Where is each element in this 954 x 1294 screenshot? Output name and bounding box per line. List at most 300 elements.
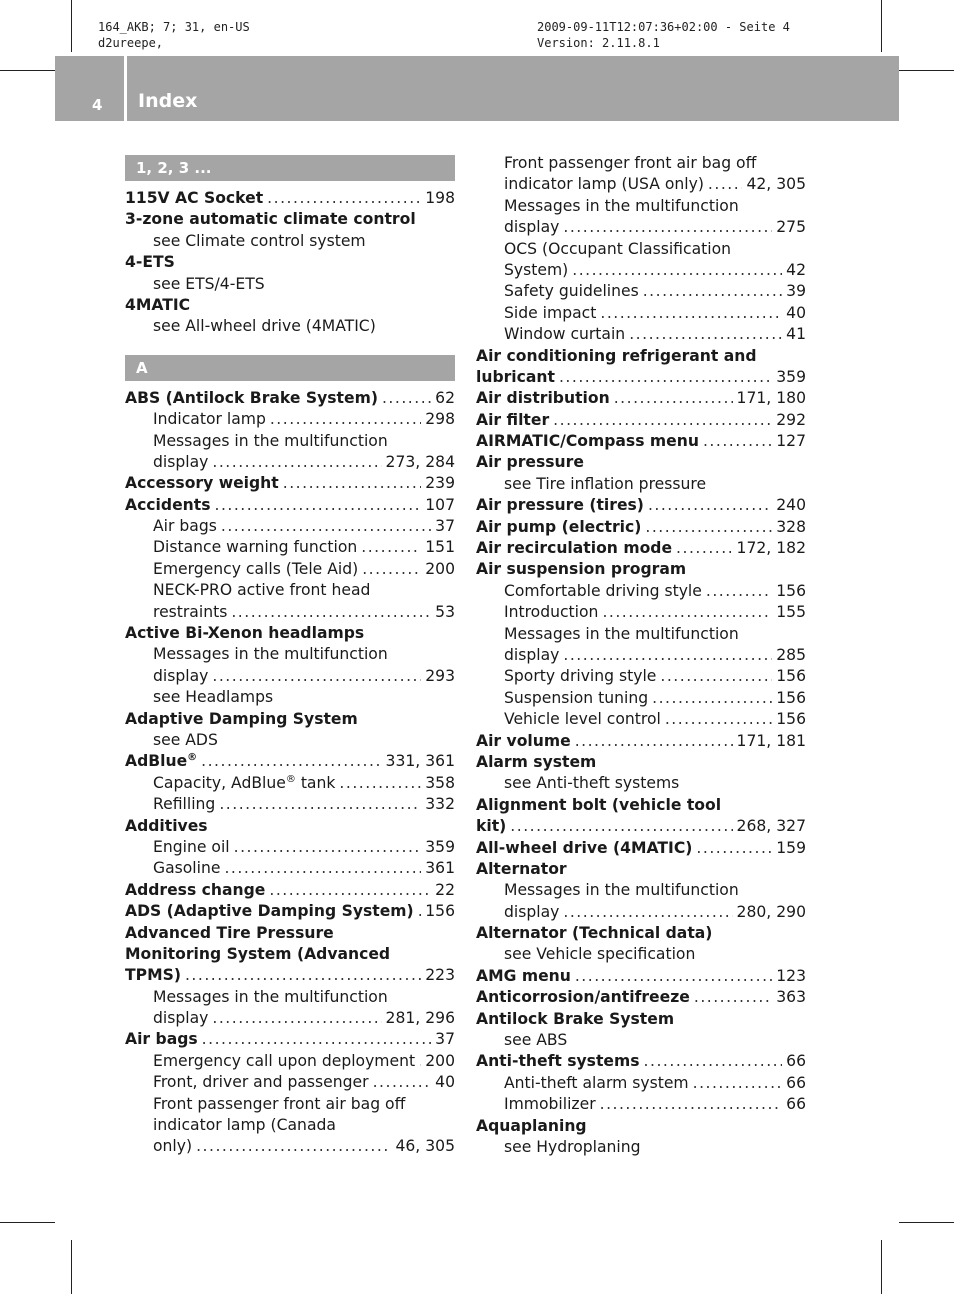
page-reference: 156 bbox=[776, 667, 806, 686]
dot-leader bbox=[234, 837, 422, 858]
entry-term bbox=[504, 1030, 567, 1051]
dot-leader bbox=[572, 260, 782, 281]
entry-text-suffix: tank bbox=[295, 773, 336, 792]
dot-leader bbox=[212, 1008, 381, 1029]
index-entry bbox=[476, 1051, 806, 1072]
entry-text: Side impact bbox=[504, 303, 597, 322]
entry-term bbox=[153, 858, 220, 879]
page-reference: 363 bbox=[776, 988, 806, 1007]
entry-term bbox=[153, 516, 217, 537]
entry-text: Air filter bbox=[476, 410, 550, 429]
entry-term bbox=[504, 474, 706, 495]
dot-leader bbox=[214, 495, 421, 516]
entry-text: Emergency calls (Tele Aid) bbox=[153, 559, 359, 578]
entry-text: Additives bbox=[125, 816, 208, 835]
dot-leader bbox=[419, 1051, 421, 1072]
page-reference: 42 bbox=[786, 260, 806, 279]
index-entry bbox=[476, 495, 806, 516]
entry-text: Anticorrosion/antifreeze bbox=[476, 988, 690, 1007]
index-entry bbox=[476, 388, 806, 409]
entry-term bbox=[125, 944, 390, 965]
index-subentry bbox=[125, 644, 455, 665]
entry-term bbox=[125, 751, 197, 772]
index-entry bbox=[125, 473, 455, 494]
page-reference: 40 bbox=[435, 1073, 455, 1092]
index-entry bbox=[125, 709, 455, 730]
dot-leader bbox=[212, 452, 381, 473]
index-subentry bbox=[476, 624, 806, 645]
index-subentry bbox=[125, 559, 455, 580]
entry-text: Air suspension program bbox=[476, 560, 687, 579]
index-entry bbox=[476, 752, 806, 773]
entry-text: display bbox=[153, 452, 209, 471]
page-reference: 198 bbox=[425, 189, 455, 207]
entry-text: Antilock Brake System bbox=[476, 1009, 675, 1028]
entry-term bbox=[153, 537, 357, 558]
entry-term bbox=[125, 709, 358, 730]
entry-term bbox=[125, 495, 210, 516]
dot-leader bbox=[694, 987, 772, 1008]
entry-text: Immobilizer bbox=[504, 1095, 596, 1114]
page-reference: 156 bbox=[776, 710, 806, 729]
entry-text: Monitoring System (Advanced bbox=[125, 944, 391, 963]
entry-text: Comfortable driving style bbox=[504, 581, 702, 600]
dot-leader bbox=[708, 174, 743, 195]
entry-text: Anti-theft systems bbox=[476, 1052, 640, 1071]
entry-text: Accidents bbox=[125, 495, 211, 514]
entry-text: see ABS bbox=[504, 1031, 568, 1050]
dot-leader bbox=[660, 666, 772, 687]
page-reference: 53 bbox=[435, 602, 455, 621]
index-subentry bbox=[125, 987, 455, 1008]
entry-term bbox=[476, 731, 571, 752]
dot-leader bbox=[559, 367, 772, 388]
crop-mark bbox=[881, 0, 882, 52]
dot-leader bbox=[600, 1094, 783, 1115]
dot-leader bbox=[185, 965, 421, 986]
entry-text: Adaptive Damping System bbox=[125, 709, 358, 728]
dot-leader bbox=[652, 688, 772, 709]
dot-leader bbox=[283, 473, 421, 494]
dot-leader bbox=[202, 1029, 431, 1050]
page-reference: 239 bbox=[425, 474, 455, 493]
entry-text: All-wheel drive (4MATIC) bbox=[476, 838, 693, 857]
index-entry bbox=[476, 538, 806, 559]
registered-mark: ® bbox=[187, 752, 198, 764]
index-entry bbox=[476, 1116, 806, 1137]
index-entry bbox=[125, 295, 455, 316]
page-reference: 331, 361 bbox=[385, 752, 455, 771]
page-reference: 123 bbox=[776, 966, 806, 985]
dot-leader bbox=[602, 602, 772, 623]
page-reference: 281, 296 bbox=[385, 1009, 455, 1028]
index-subentry bbox=[476, 944, 806, 965]
entry-term bbox=[476, 452, 584, 473]
entry-text: Air recirculation mode bbox=[476, 539, 673, 558]
dot-leader bbox=[196, 1136, 391, 1157]
page-reference: 66 bbox=[786, 1095, 806, 1114]
entry-text: Air pressure bbox=[476, 453, 584, 472]
entry-text: see Tire inflation pressure bbox=[504, 474, 707, 493]
index-entry bbox=[476, 731, 806, 752]
entry-text: only) bbox=[153, 1137, 193, 1156]
entry-term bbox=[153, 1072, 369, 1093]
dot-leader bbox=[648, 495, 772, 516]
page-reference: 332 bbox=[425, 795, 455, 814]
index-entry bbox=[476, 859, 806, 880]
index-subentry bbox=[125, 231, 455, 252]
entry-term bbox=[125, 816, 208, 837]
entry-term bbox=[504, 944, 695, 965]
index-entry bbox=[476, 838, 806, 859]
index-entry bbox=[476, 1009, 806, 1030]
entry-text: AIRMATIC/Compass menu bbox=[476, 432, 699, 451]
index-subentry bbox=[476, 196, 806, 217]
index-entry bbox=[125, 1029, 455, 1050]
index-subentry bbox=[476, 281, 806, 302]
entry-text: OCS (Occupant Classification bbox=[504, 239, 731, 258]
dot-leader bbox=[510, 816, 732, 837]
dot-leader bbox=[614, 388, 733, 409]
dot-leader bbox=[665, 709, 772, 730]
dot-leader bbox=[212, 666, 421, 687]
index-subentry bbox=[125, 602, 455, 623]
entry-term bbox=[504, 153, 756, 174]
entry-text: indicator lamp (Canada bbox=[153, 1116, 336, 1135]
index-entry bbox=[476, 452, 806, 473]
page-reference: 361 bbox=[425, 859, 455, 878]
crop-mark bbox=[899, 1222, 954, 1223]
entry-term bbox=[125, 623, 364, 644]
dot-leader bbox=[231, 602, 431, 623]
entry-text: Messages in the multifunction bbox=[504, 624, 739, 643]
page-reference: 268, 327 bbox=[736, 817, 806, 836]
index-subentry bbox=[476, 217, 806, 238]
dot-leader bbox=[553, 410, 772, 431]
page-reference: 298 bbox=[425, 410, 455, 429]
entry-text: Vehicle level control bbox=[504, 710, 661, 729]
page-reference: 156 bbox=[776, 688, 806, 707]
entry-text: Distance warning function bbox=[153, 538, 358, 557]
index-column-left bbox=[125, 155, 455, 1158]
index-subentry bbox=[476, 1030, 806, 1051]
dot-leader bbox=[563, 217, 772, 238]
index-subentry bbox=[125, 687, 455, 708]
entry-text: Window curtain bbox=[504, 325, 626, 344]
entry-term bbox=[476, 538, 672, 559]
entry-term bbox=[476, 431, 699, 452]
index-subentry bbox=[476, 709, 806, 730]
entry-term bbox=[504, 645, 559, 666]
entry-text: see ETS/4-ETS bbox=[153, 274, 265, 293]
index-entry bbox=[125, 816, 455, 837]
page-reference: 37 bbox=[435, 517, 455, 536]
page-reference: 293 bbox=[425, 666, 455, 685]
entry-term bbox=[153, 452, 208, 473]
entry-term bbox=[476, 517, 641, 538]
page-reference: 358 bbox=[425, 773, 455, 792]
index-entry bbox=[125, 388, 455, 409]
entry-term bbox=[125, 880, 265, 901]
dot-leader bbox=[563, 902, 732, 923]
index-subentry bbox=[476, 1137, 806, 1158]
index-subentry bbox=[125, 858, 455, 879]
index-entry bbox=[476, 346, 806, 367]
entry-text: NECK-PRO active front head bbox=[153, 581, 371, 600]
entry-text: Refilling bbox=[153, 795, 216, 814]
entry-text: 4MATIC bbox=[125, 295, 191, 314]
dot-leader bbox=[703, 431, 772, 452]
page-reference: 171, 180 bbox=[736, 389, 806, 408]
entry-text: lubricant bbox=[476, 367, 555, 386]
entry-term bbox=[476, 987, 690, 1008]
index-entry bbox=[125, 923, 455, 944]
entry-text: Air bags bbox=[153, 517, 217, 536]
entry-text: Front, driver and passenger bbox=[153, 1073, 369, 1092]
index-subentry bbox=[125, 452, 455, 473]
page-reference: 172, 182 bbox=[736, 539, 806, 558]
index-subentry bbox=[476, 1094, 806, 1115]
entry-text: Messages in the multifunction bbox=[153, 645, 388, 664]
dot-leader bbox=[361, 537, 421, 558]
entry-text: Air pump (electric) bbox=[476, 517, 642, 536]
index-entry bbox=[125, 965, 455, 986]
index-entry bbox=[476, 923, 806, 944]
entry-term bbox=[504, 773, 679, 794]
entry-text: see ADS bbox=[153, 730, 218, 749]
entry-term bbox=[476, 410, 549, 431]
index-subentry bbox=[476, 773, 806, 794]
crop-mark bbox=[881, 1240, 882, 1294]
dot-leader bbox=[201, 751, 381, 772]
entry-text: Air volume bbox=[476, 731, 571, 750]
print-meta-left bbox=[98, 19, 250, 51]
dot-leader bbox=[373, 1072, 432, 1093]
print-meta-right bbox=[537, 19, 790, 51]
entry-text: ADS (Adaptive Damping System) bbox=[125, 902, 414, 921]
entry-term bbox=[504, 324, 625, 345]
meta-line: 2009-09-11T12:07:36+02:00 - Seite 4 bbox=[537, 20, 790, 34]
entry-text: kit) bbox=[476, 817, 507, 836]
index-entry bbox=[125, 188, 455, 209]
index-subentry bbox=[476, 303, 806, 324]
entry-term bbox=[153, 687, 273, 708]
dot-leader bbox=[224, 858, 421, 879]
page-reference: 200 bbox=[425, 1051, 455, 1070]
entry-text: 115V AC Socket bbox=[125, 189, 264, 207]
index-entry bbox=[476, 367, 806, 388]
index-subentry bbox=[125, 1072, 455, 1093]
dot-leader bbox=[221, 516, 431, 537]
entry-text: see Hydroplaning bbox=[504, 1137, 641, 1156]
page-reference: 292 bbox=[776, 410, 806, 429]
dot-leader bbox=[267, 188, 421, 209]
index-subentry bbox=[125, 409, 455, 430]
entry-text: Indicator lamp bbox=[153, 410, 266, 429]
entry-text: AdBlue bbox=[125, 752, 188, 771]
entry-term bbox=[125, 473, 279, 494]
entry-term bbox=[153, 730, 218, 751]
dot-leader bbox=[563, 645, 772, 666]
registered-mark: ® bbox=[285, 773, 296, 785]
entry-term bbox=[153, 666, 208, 687]
dot-leader bbox=[645, 517, 772, 538]
entry-term bbox=[504, 688, 648, 709]
entry-text: Address change bbox=[125, 880, 266, 899]
crop-mark bbox=[0, 1222, 55, 1223]
meta-line: Version: 2.11.8.1 bbox=[537, 36, 660, 50]
page-reference: 37 bbox=[435, 1030, 455, 1049]
index-subentry bbox=[476, 902, 806, 923]
entry-text: Gasoline bbox=[153, 859, 221, 878]
dot-leader bbox=[219, 794, 421, 815]
entry-term bbox=[476, 1116, 587, 1137]
entry-text: Emergency call upon deployment bbox=[153, 1051, 416, 1070]
entry-term bbox=[504, 260, 568, 281]
index-entry bbox=[476, 795, 806, 816]
page-reference: 42, 305 bbox=[746, 175, 806, 194]
entry-text: Suspension tuning bbox=[504, 688, 649, 707]
index-subentry bbox=[125, 274, 455, 295]
index-subentry bbox=[125, 580, 455, 601]
page-reference: 156 bbox=[425, 902, 455, 921]
section-heading: 1, 2, 3 ... bbox=[125, 155, 455, 181]
index-subentry bbox=[476, 880, 806, 901]
index-subentry bbox=[125, 730, 455, 751]
page-reference: 40 bbox=[786, 303, 806, 322]
entry-text: Messages in the multifunction bbox=[153, 431, 388, 450]
entry-term bbox=[504, 1073, 689, 1094]
entry-term bbox=[504, 709, 661, 730]
index-subentry bbox=[125, 316, 455, 337]
dot-leader bbox=[269, 880, 431, 901]
index-subentry bbox=[476, 645, 806, 666]
index-subentry bbox=[125, 537, 455, 558]
entry-text: Accessory weight bbox=[125, 474, 279, 493]
page-reference: 328 bbox=[776, 517, 806, 536]
entry-text: see Vehicle specification bbox=[504, 945, 696, 964]
entry-text: Engine oil bbox=[153, 837, 230, 856]
entry-text: Alarm system bbox=[476, 752, 597, 771]
entry-text: Front passenger front air bag off bbox=[153, 1094, 406, 1113]
index-subentry bbox=[125, 1094, 455, 1115]
page-reference: 280, 290 bbox=[736, 902, 806, 921]
page-reference: 359 bbox=[776, 367, 806, 386]
page-reference: 62 bbox=[435, 388, 455, 407]
entry-text: display bbox=[153, 666, 209, 685]
dot-leader bbox=[339, 773, 421, 794]
index-entry bbox=[125, 751, 455, 772]
entry-term bbox=[504, 196, 739, 217]
page-reference: 223 bbox=[425, 966, 455, 985]
entry-text: 3-zone automatic climate control bbox=[125, 210, 416, 229]
page-reference: 359 bbox=[425, 837, 455, 856]
entry-term bbox=[125, 388, 378, 409]
entry-term bbox=[504, 174, 704, 195]
entry-term bbox=[504, 239, 731, 260]
entry-term bbox=[153, 316, 376, 337]
entry-term bbox=[153, 644, 388, 665]
crop-mark bbox=[0, 70, 55, 71]
page-reference: 156 bbox=[776, 581, 806, 600]
index-subentry bbox=[125, 1115, 455, 1136]
page-reference: 46, 305 bbox=[395, 1137, 455, 1156]
meta-line: d2ureepe, bbox=[98, 36, 164, 50]
entry-term bbox=[504, 303, 596, 324]
entry-text: Alternator bbox=[476, 859, 567, 878]
entry-text: Front passenger front air bag off bbox=[504, 154, 757, 172]
page-title: Index bbox=[138, 90, 198, 112]
entry-text: Anti-theft alarm system bbox=[504, 1073, 689, 1092]
index-entry bbox=[476, 517, 806, 538]
entry-text: System) bbox=[504, 260, 569, 279]
entry-text: display bbox=[504, 218, 560, 237]
index-subentry bbox=[476, 666, 806, 687]
index-subentry bbox=[125, 773, 455, 794]
entry-text: see Headlamps bbox=[153, 688, 274, 707]
entry-term bbox=[476, 367, 555, 388]
entry-term bbox=[125, 252, 175, 273]
entry-term bbox=[476, 966, 571, 987]
index-entry bbox=[476, 410, 806, 431]
entry-term bbox=[476, 859, 567, 880]
header-divider bbox=[124, 56, 127, 121]
page-reference: 275 bbox=[776, 218, 806, 237]
entry-text: Messages in the multifunction bbox=[504, 881, 739, 900]
index-subentry bbox=[125, 431, 455, 452]
index-entry bbox=[125, 880, 455, 901]
entry-text: Aquaplaning bbox=[476, 1116, 587, 1135]
entry-text: Introduction bbox=[504, 603, 599, 622]
page-reference: 107 bbox=[425, 495, 455, 514]
entry-text: Air pressure (tires) bbox=[476, 496, 644, 515]
entry-term bbox=[153, 1094, 405, 1115]
index-subentry bbox=[476, 153, 806, 174]
index-entry bbox=[125, 252, 455, 273]
entry-term bbox=[153, 431, 388, 452]
page-reference: 66 bbox=[786, 1073, 806, 1092]
entry-term bbox=[476, 923, 712, 944]
entry-term bbox=[153, 602, 227, 623]
entry-text: Messages in the multifunction bbox=[504, 196, 739, 215]
page-reference: 22 bbox=[435, 880, 455, 899]
index-entry bbox=[125, 495, 455, 516]
entry-text: Alternator (Technical data) bbox=[476, 924, 713, 943]
entry-text: Sporty driving style bbox=[504, 667, 657, 686]
dot-leader bbox=[676, 538, 733, 559]
dot-leader bbox=[418, 901, 422, 922]
dot-leader bbox=[575, 966, 772, 987]
entry-text: Active Bi-Xenon headlamps bbox=[125, 624, 365, 643]
index-subentry bbox=[125, 1051, 455, 1072]
dot-leader bbox=[644, 1051, 783, 1072]
dot-leader bbox=[643, 281, 782, 302]
entry-text: see Climate control system bbox=[153, 231, 366, 250]
entry-term bbox=[476, 559, 686, 580]
entry-term bbox=[125, 923, 334, 944]
index-subentry bbox=[476, 581, 806, 602]
entry-term bbox=[476, 816, 506, 837]
entry-term bbox=[153, 231, 366, 252]
index-entry bbox=[125, 901, 455, 922]
entry-term bbox=[125, 1029, 198, 1050]
entry-term bbox=[153, 1136, 192, 1157]
page-reference: 273, 284 bbox=[385, 452, 455, 471]
dot-leader bbox=[600, 303, 782, 324]
entry-text: Safety guidelines bbox=[504, 282, 639, 301]
index-subentry bbox=[125, 837, 455, 858]
page-reference: 66 bbox=[786, 1052, 806, 1071]
